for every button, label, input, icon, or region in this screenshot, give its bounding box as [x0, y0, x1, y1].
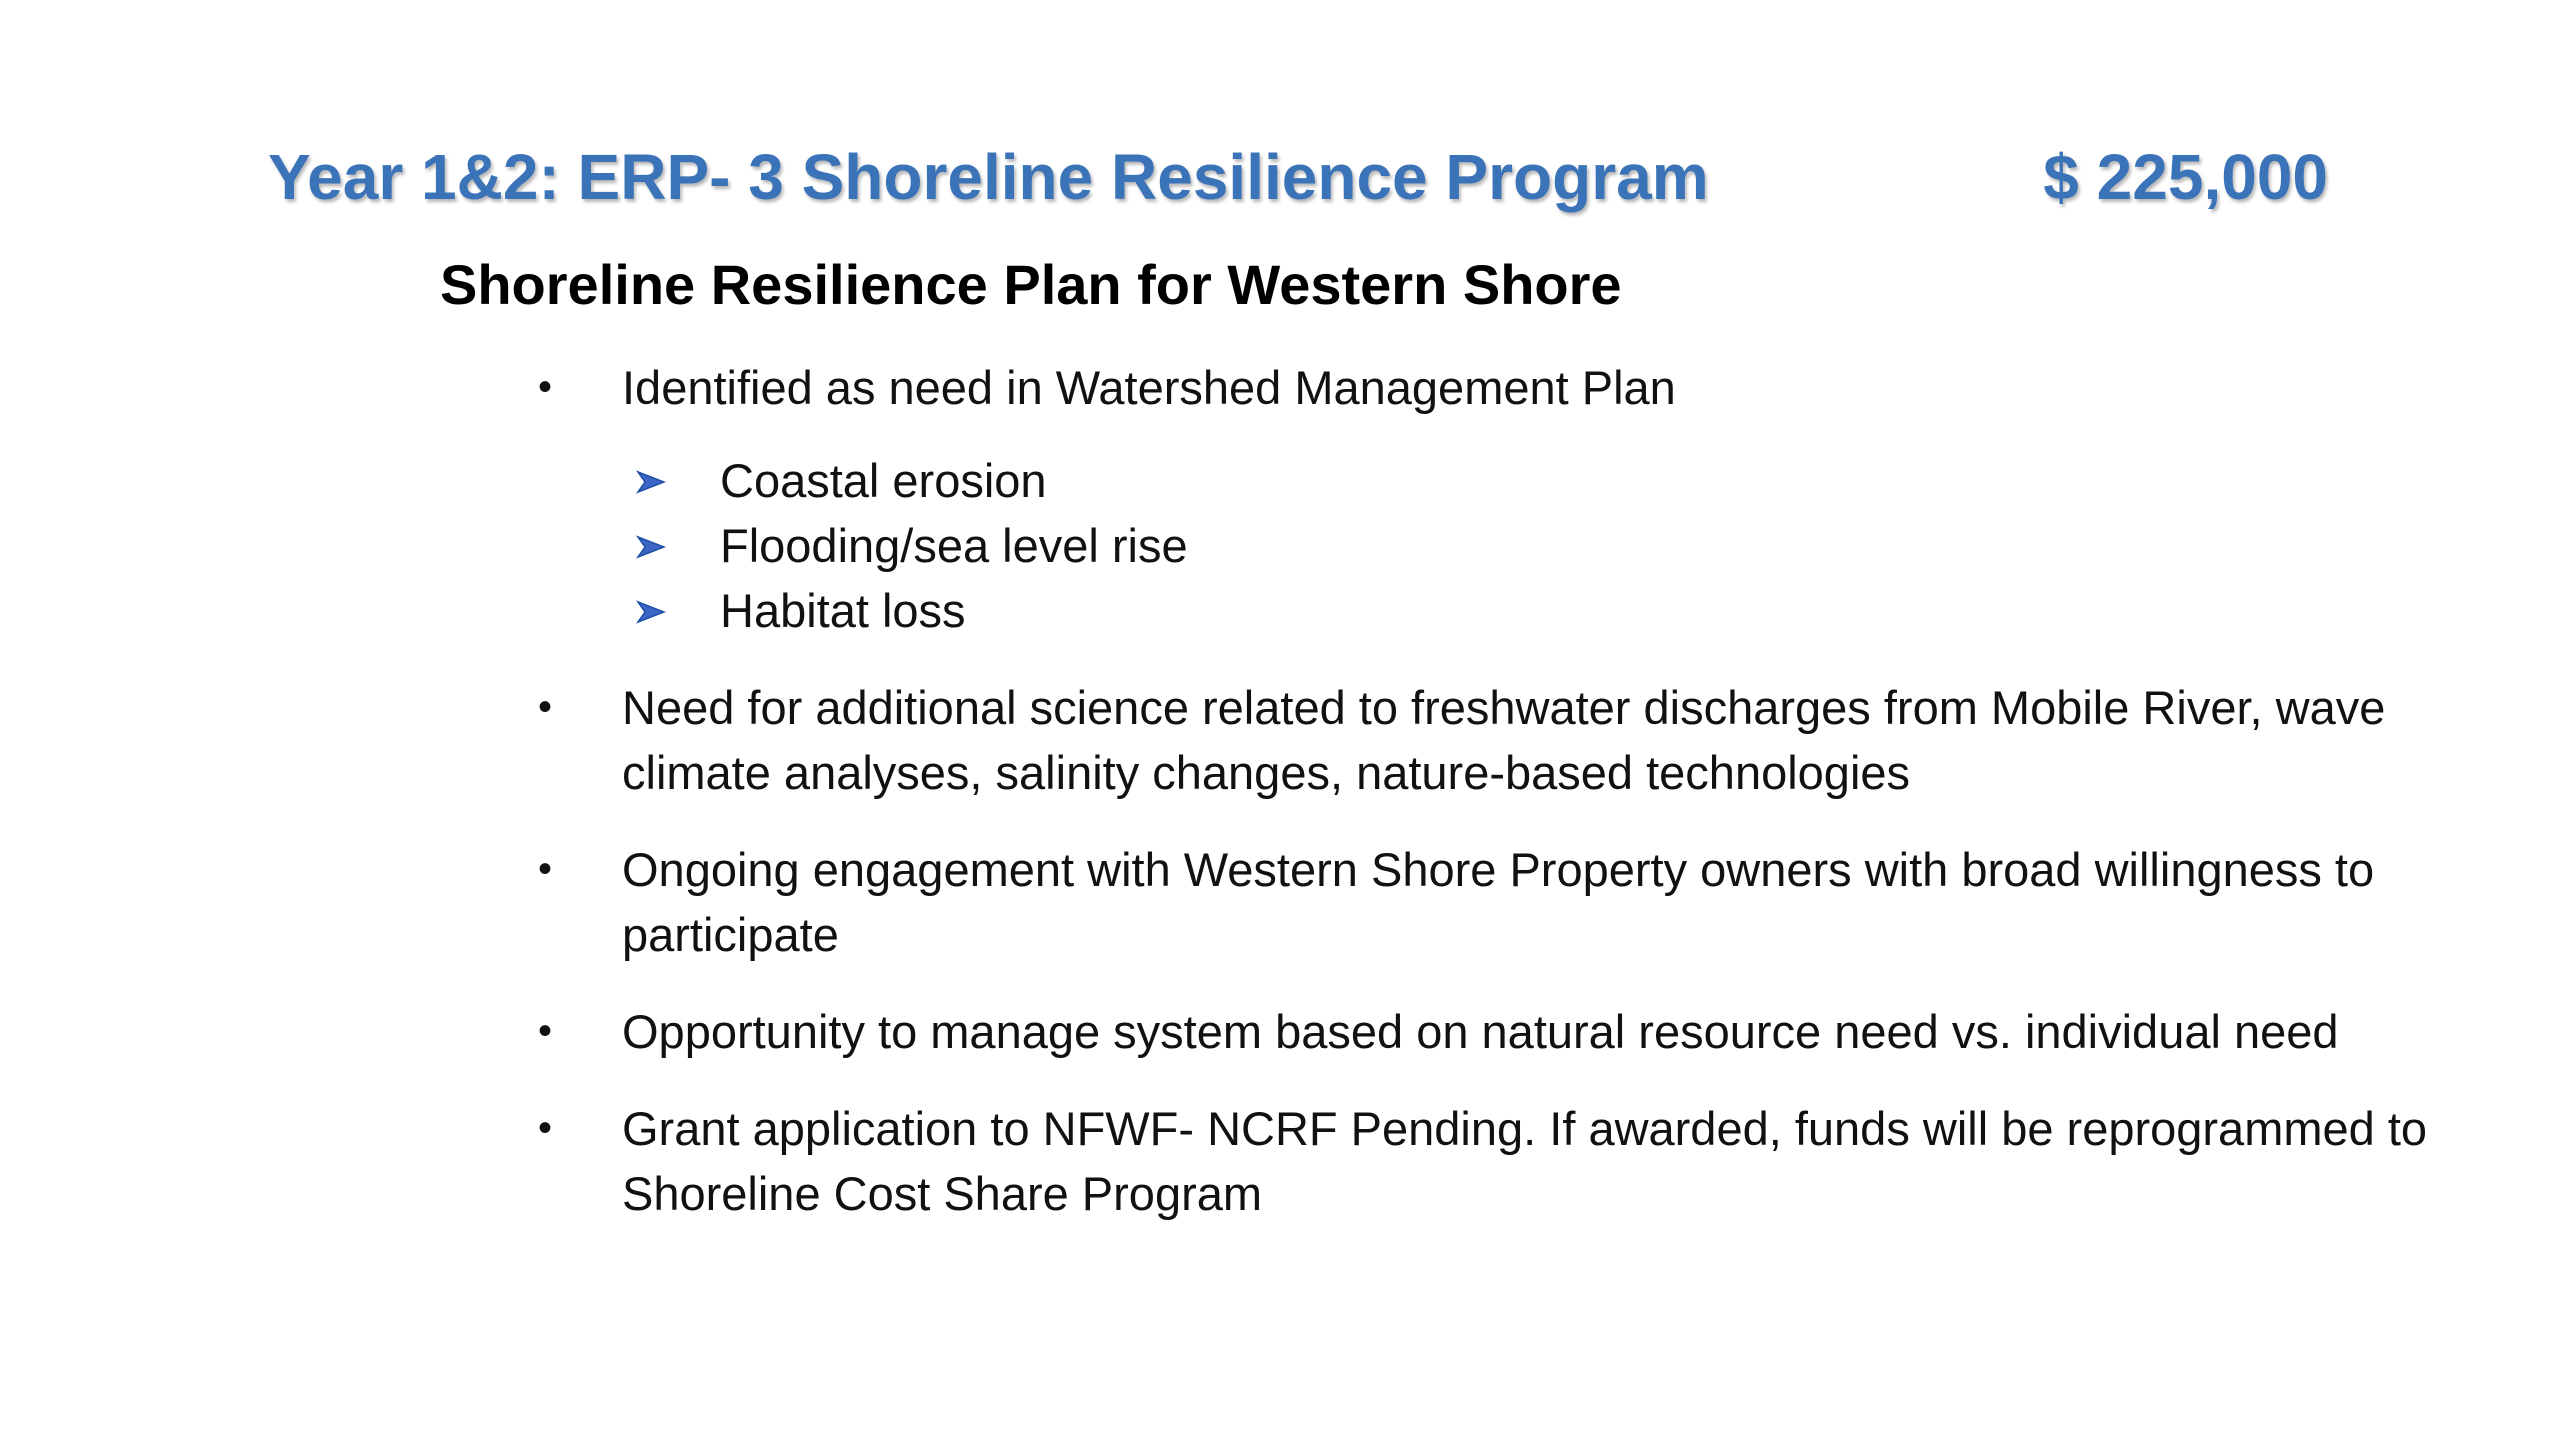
- bullet-dot-icon: •: [537, 685, 552, 729]
- slide-subtitle: Shoreline Resilience Plan for Western Shore: [440, 253, 1622, 316]
- sub-bullet-item: [530, 578, 2430, 643]
- sub-bullet-text: Coastal erosion: [720, 454, 1047, 507]
- bullet-dot-icon: •: [537, 1106, 552, 1150]
- bullet-item: [530, 355, 2430, 643]
- bullet-text: Ongoing engagement with Western Shore Property owners with broad willingness to participate: [622, 843, 2375, 961]
- title-row: [268, 140, 2328, 220]
- sub-bullet-list: [530, 448, 2430, 643]
- bullet-text: Need for additional science related to freshwater discharges from Mobile River, wave climate analyses, salinity changes, nature-based technologies: [622, 681, 2386, 799]
- sub-bullet-item: [530, 448, 2430, 513]
- bullet-list: [530, 355, 2430, 1258]
- sub-bullet-text: Flooding/sea level rise: [720, 519, 1188, 572]
- sub-bullet-item: [530, 513, 2430, 578]
- bullet-item: [530, 999, 2430, 1064]
- bullet-item: [530, 837, 2430, 967]
- bullet-item: [530, 675, 2430, 805]
- arrowhead-icon: [636, 470, 666, 494]
- bullet-dot-icon: •: [537, 1009, 552, 1053]
- slide-title: Year 1&2: ERP- 3 Shoreline Resilience Program: [268, 141, 1709, 213]
- bullet-dot-icon: •: [537, 365, 552, 409]
- budget-amount: $ 225,000: [2043, 141, 2328, 213]
- bullet-text: Identified as need in Watershed Management Plan: [622, 361, 1676, 414]
- sub-bullet-text: Habitat loss: [720, 584, 966, 637]
- bullet-text: Opportunity to manage system based on natural resource need vs. individual need: [622, 1005, 2339, 1058]
- bullet-item: [530, 1096, 2430, 1226]
- arrowhead-icon: [636, 535, 666, 559]
- bullet-dot-icon: •: [537, 847, 552, 891]
- arrowhead-icon: [636, 600, 666, 624]
- bullet-text: Grant application to NFWF- NCRF Pending. If awarded, funds will be reprogrammed to Shoreline Cost Share Program: [622, 1102, 2428, 1220]
